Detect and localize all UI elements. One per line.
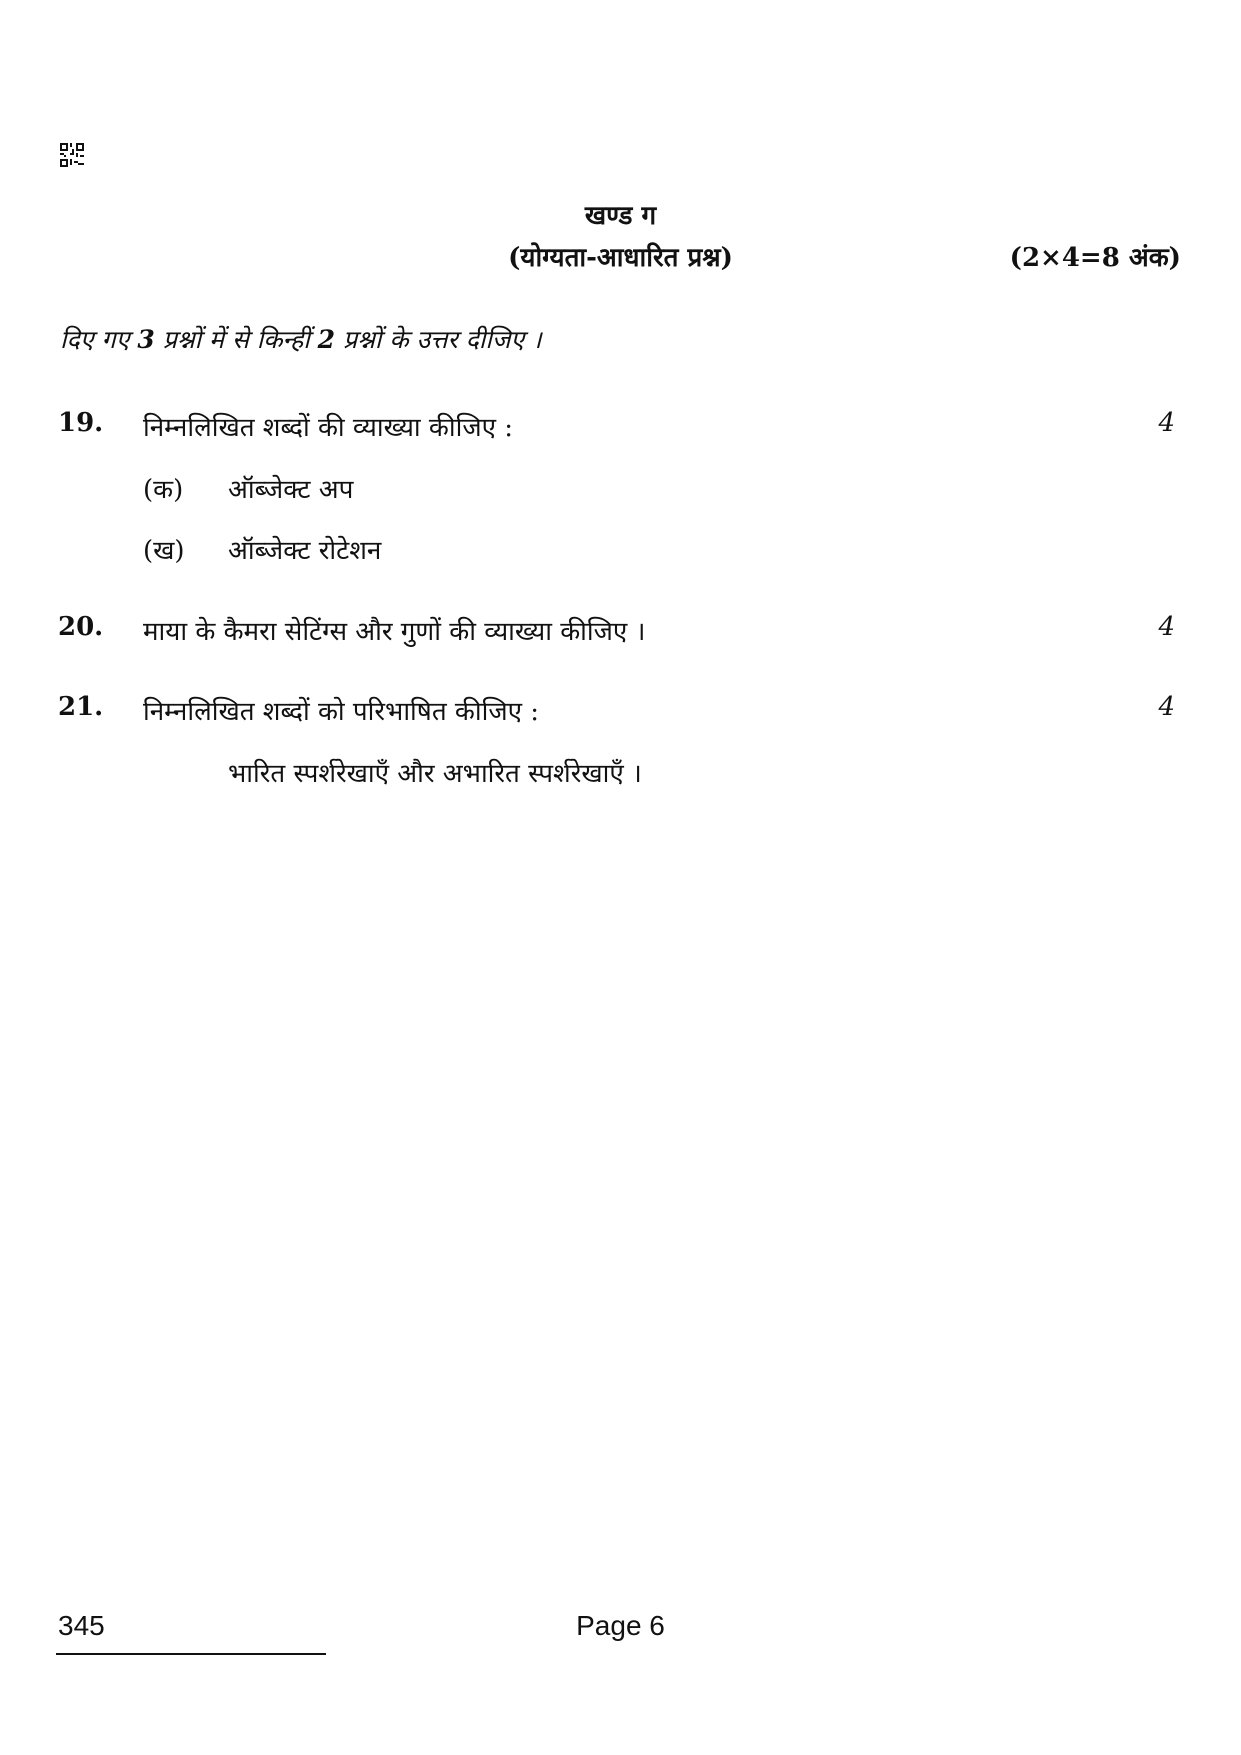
question-number: 20. — [58, 612, 104, 642]
section-title: खण्ड ग — [584, 201, 657, 231]
footer-divider — [56, 1653, 326, 1655]
question-marks: 4 — [1158, 612, 1175, 642]
question-marks: 4 — [1158, 408, 1175, 438]
instruction-text — [60, 322, 542, 356]
question-text: निम्नलिखित शब्दों की व्याख्या कीजिए : — [143, 413, 514, 443]
section-subtitle: (योग्यता-आधारित प्रश्न) — [508, 243, 733, 273]
instruction-part: दिए गए — [60, 325, 138, 354]
question-number: 19. — [58, 408, 104, 438]
section-marks: (2×4=8 अंक) — [1009, 243, 1181, 273]
paper-code: 345 — [58, 1610, 105, 1641]
instruction-part: प्रश्नों में से किन्हीं — [154, 325, 318, 354]
subpart-label: (क) — [143, 475, 184, 505]
instruction-count-answer: 2 — [317, 325, 336, 354]
question-number: 21. — [58, 692, 104, 722]
qr-code-icon — [60, 143, 84, 167]
instruction-part: प्रश्नों के उत्तर दीजिए । — [335, 325, 542, 354]
subpart-text: ऑब्जेक्ट अप — [228, 475, 354, 505]
page-number: Page 6 — [576, 1610, 665, 1641]
question-marks: 4 — [1158, 692, 1175, 722]
question-text: माया के कैमरा सेटिंग्स और गुणों की व्याख्या कीजिए । — [143, 617, 646, 647]
question-text: निम्नलिखित शब्दों को परिभाषित कीजिए : — [143, 697, 540, 727]
subpart-text: ऑब्जेक्ट रोटेशन — [228, 536, 382, 566]
question-detail: भारित स्पर्शरेखाएँ और अभारित स्पर्शरेखाएँ । — [228, 759, 642, 789]
subpart-label: (ख) — [143, 536, 185, 566]
instruction-count-given: 3 — [137, 325, 155, 354]
